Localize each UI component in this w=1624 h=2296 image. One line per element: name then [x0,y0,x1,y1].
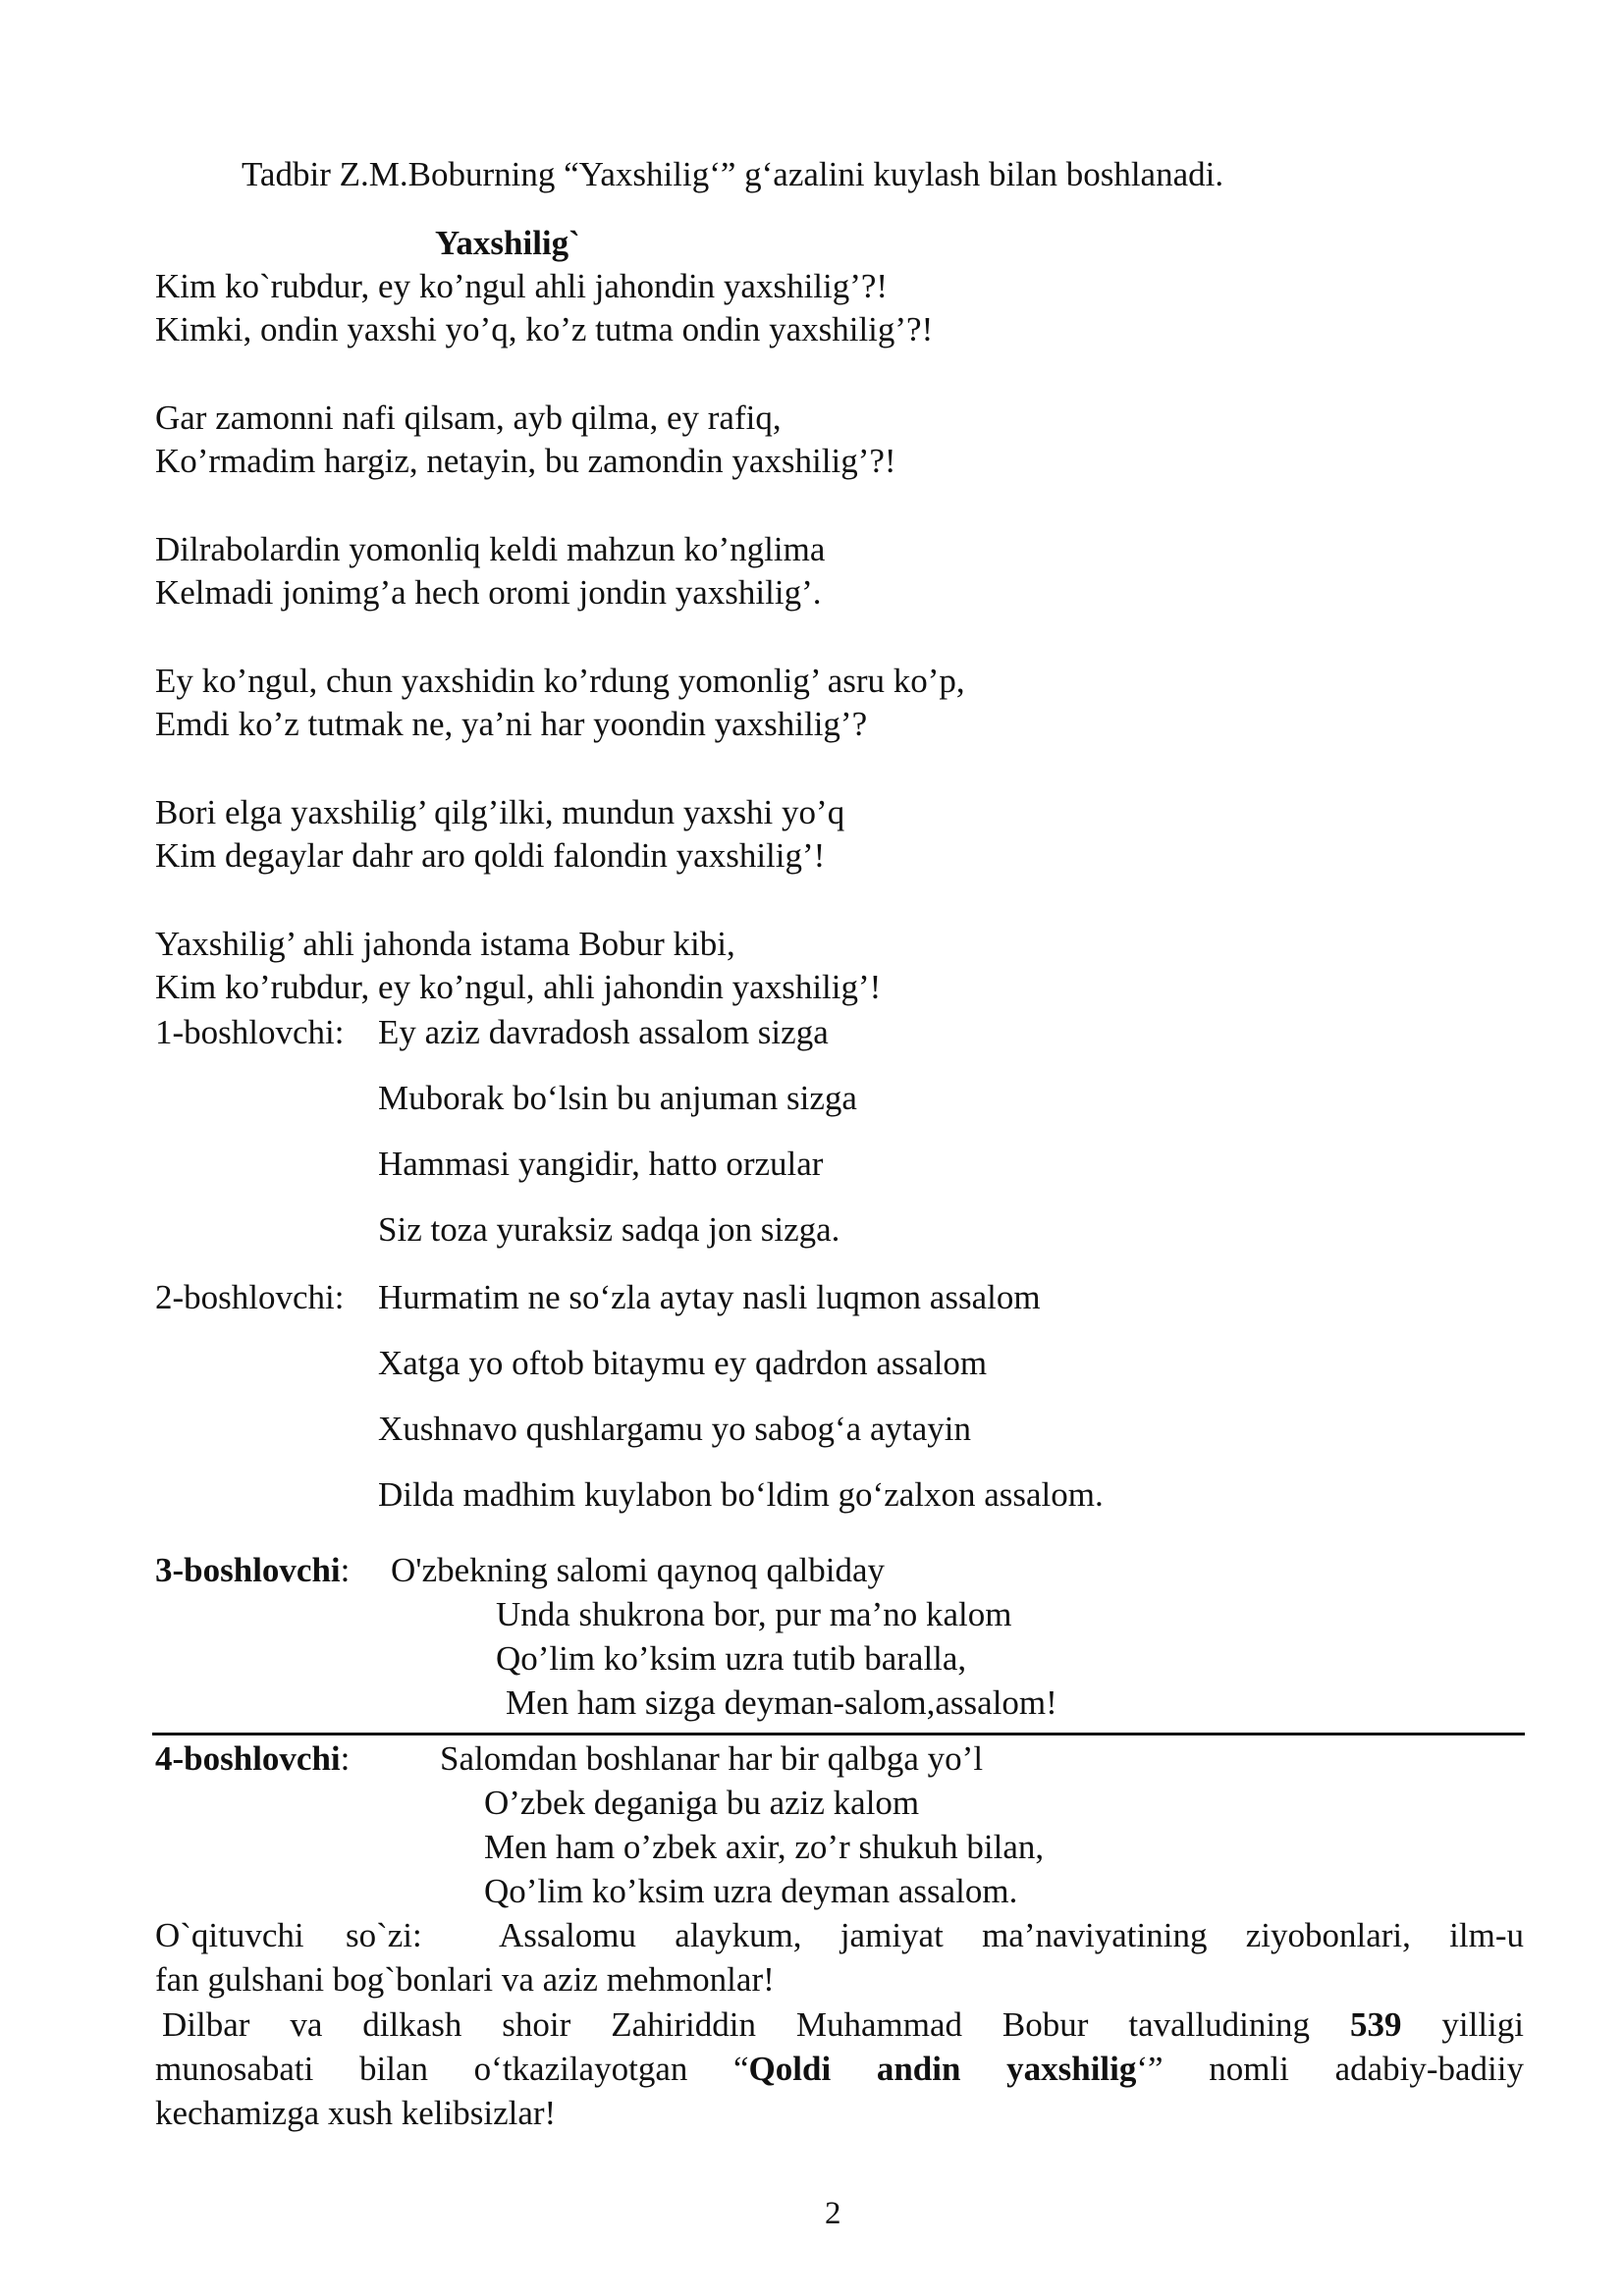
poem-line: Kelmadi jonimg’a hech oromi jondin yaxshilig’. [155,573,822,612]
paragraph-line [155,2048,1524,2091]
page-number: 2 [825,2196,841,2231]
poem-line: Yaxshilig’ ahli jahonda istama Bobur kibi, [155,925,735,963]
host3-line: Qo’lim ko’ksim uzra tutib baralla, [496,1639,967,1678]
host1-line: Hammasi yangidir, hatto orzular [378,1145,824,1183]
horizontal-rule [152,1733,1525,1735]
host2-line: Xushnavo qushlargamu yo sabog‘a aytayin [378,1410,971,1448]
poem-line: Kim ko`rubdur, ey ko’ngul ahli jahondin yaxshilig’?! [155,267,889,305]
host2-line: Xatga yo oftob bitaymu ey qadrdon assalom [378,1344,988,1382]
host1-line: Siz toza yuraksiz sadqa jon sizga. [378,1210,840,1249]
paragraph-text: munosabati bilan o‘tkazilayotgan “ [155,2050,749,2088]
poem-line: Dilrabolardin yomonliq keldi mahzun ko’nglima [155,530,826,568]
intro-line: Tadbir Z.M.Boburning “Yaxshilig‘” g‘azalini kuylash bilan boshlanadi. [242,155,1224,193]
teacher-label-b: so`zi: [346,1916,422,1954]
poem-line: Ey ko’ngul, chun yaxshidin ko’rdung yomonlig’ asru ko’p, [155,662,965,700]
poem-line: Kimki, ondin yaxshi yo’q, ko’z tutma ondin yaxshilig’?! [155,310,934,348]
host3-label-colon: : [340,1551,351,1589]
host4-line: O’zbek deganiga bu aziz kalom [484,1784,920,1822]
host4-label [155,1737,350,1781]
host3-line: Men ham sizga deyman-salom,assalom! [506,1683,1057,1722]
host2-line: Hurmatim ne so‘zla aytay nasli luqmon assalom [378,1278,1041,1316]
host2-label: 2-boshlovchi: [155,1278,345,1316]
event-title: Qoldi andin yaxshilig [748,2050,1137,2088]
host3-line: Unda shukrona bor, pur ma’no kalom [496,1595,1012,1633]
paragraph-line [162,2003,1524,2047]
teacher-label-a: O`qituvchi [155,1916,304,1954]
host1-line: Muborak bo‘lsin bu anjuman sizga [378,1079,857,1117]
paragraph-text: ‘” nomli adabiy-badiiy [1136,2050,1524,2088]
host4-line: Men ham o’zbek axir, zo’r shukuh bilan, [484,1828,1045,1866]
teacher-line: fan gulshani bog`bonlari va aziz mehmonlar! [155,1960,775,1999]
teacher-line: Assalomu alaykum, jamiyat ma’naviyatining ziyobonlari, ilm-u [499,1916,1524,1954]
poem-title: Yaxshilig` [435,224,580,262]
host1-label: 1-boshlovchi: [155,1013,345,1051]
host1-line: Ey aziz davradosh assalom sizga [378,1013,829,1051]
paragraph-line: kechamizga xush kelibsizlar! [155,2094,557,2132]
poem-line: Emdi ko’z tutmak ne, ya’ni har yoondin yaxshilig’? [155,705,868,743]
poem-line: Gar zamonni nafi qilsam, ayb qilma, ey rafiq, [155,399,782,437]
host4-label-text: 4-boshlovchi [155,1739,341,1778]
host3-label-text: 3-boshlovchi [155,1551,341,1589]
poem-line: Kim degaylar dahr aro qoldi falondin yaxshilig’! [155,836,826,875]
poem-line: Kim ko’rubdur, ey ko’ngul, ahli jahondin yaxshilig’! [155,968,882,1006]
host4-label-colon: : [340,1739,351,1778]
host4-line: Salomdan boshlanar har bir qalbga yo’l [440,1739,984,1778]
host4-line: Qo’lim ko’ksim uzra deyman assalom. [484,1872,1018,1910]
poem-line: Ko’rmadim hargiz, netayin, bu zamondin yaxshilig’?! [155,442,896,480]
poem-line: Bori elga yaxshilig’ qilg’ilki, mundun yaxshi yo’q [155,793,845,831]
host3-line: O'zbekning salomi qaynoq qalbiday [391,1551,886,1589]
host2-line: Dilda madhim kuylabon bo‘ldim go‘zalxon assalom. [378,1475,1104,1514]
host3-label [155,1549,350,1592]
paragraph-text: yilligi [1401,2005,1525,2044]
anniversary-number: 539 [1349,2005,1402,2044]
paragraph-text: Dilbar va dilkash shoir Zahiriddin Muhammad Bobur tavalludining [162,2005,1350,2044]
